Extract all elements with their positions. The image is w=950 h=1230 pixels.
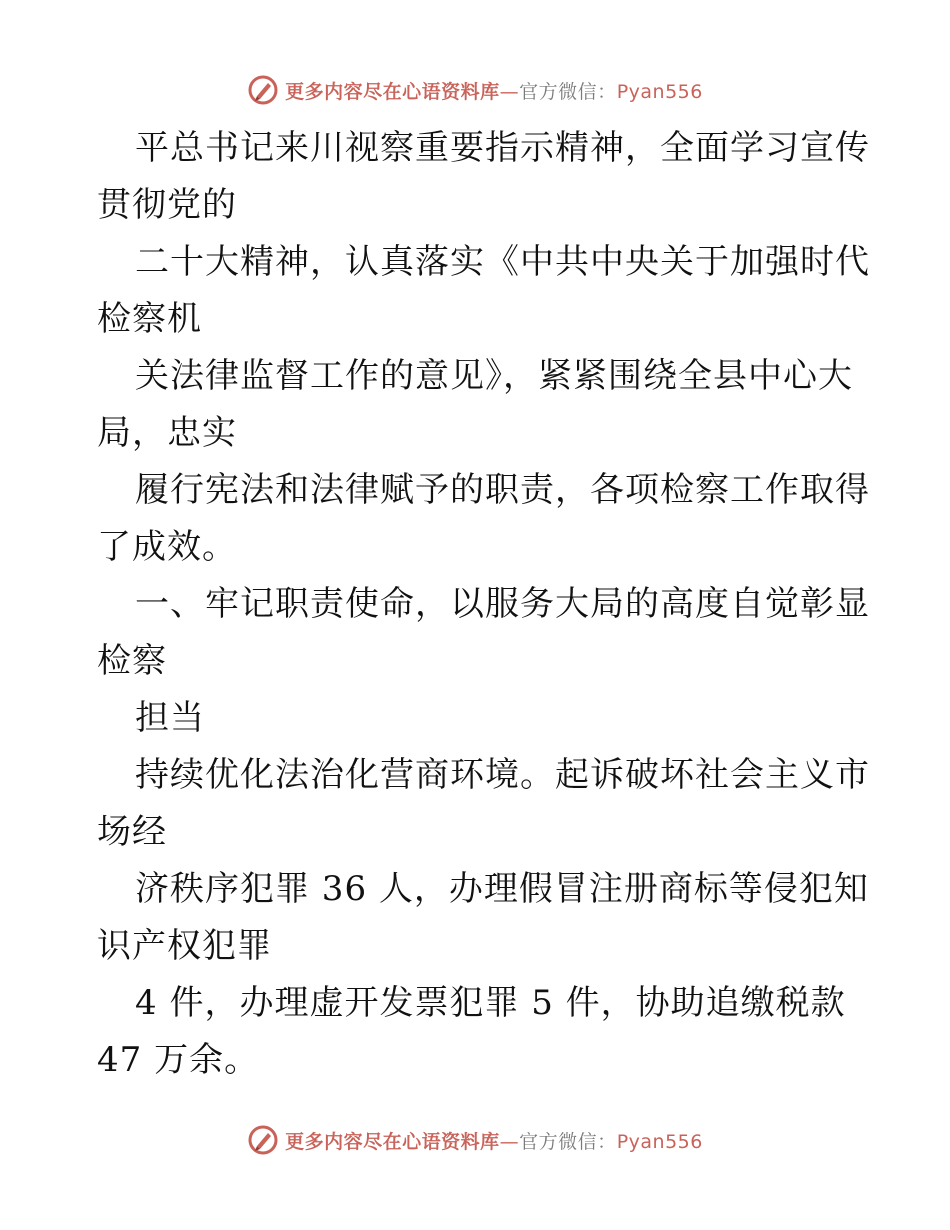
text-line: 局，忠实 [97, 413, 237, 453]
text-line: 持续优化法治化营商环境。起诉破坏社会主义市 [135, 755, 870, 795]
banner-dash: — [499, 80, 520, 103]
text-line: 场经 [97, 812, 167, 852]
document-body [97, 120, 870, 1089]
pen-nib-logo-icon [247, 74, 279, 106]
text-line: 检察机 [97, 299, 202, 339]
text-line: 履行宪法和法律赋予的职责，各项检察工作取得 [135, 470, 870, 510]
text-line: 了成效。 [97, 527, 237, 567]
banner-official-label: 官方微信： [519, 80, 617, 103]
section-heading-line: 一、牢记职责使命，以服务大局的高度自觉彰显 [135, 584, 870, 624]
text-line: 平总书记来川视察重要指示精神，全面学习宣传 [135, 128, 870, 168]
text-line: 贯彻党的 [97, 185, 237, 225]
text-line: 济秩序犯罪 36 人，办理假冒注册商标等侵犯知 [135, 869, 869, 909]
banner-brand: 更多内容尽在心语资料库 [285, 1130, 500, 1153]
banner-wechat-id: Pyan556 [616, 1130, 703, 1153]
header-banner [0, 70, 950, 110]
banner-brand: 更多内容尽在心语资料库 [285, 80, 500, 103]
pen-nib-logo-icon [247, 1124, 279, 1156]
banner-wechat-id: Pyan556 [616, 80, 703, 103]
footer-banner [0, 1120, 950, 1160]
text-line: 识产权犯罪 [97, 926, 272, 966]
banner-dash: — [499, 1130, 520, 1153]
banner-official-label: 官方微信： [519, 1130, 617, 1153]
text-line: 关法律监督工作的意见》，紧紧围绕全县中心大 [135, 356, 853, 396]
section-heading-line: 担当 [135, 698, 205, 738]
section-heading-line: 检察 [97, 641, 167, 681]
text-line: 4 件，办理虚开发票犯罪 5 件，协助追缴税款 [135, 983, 846, 1023]
text-line: 二十大精神，认真落实《中共中央关于加强时代 [135, 242, 870, 282]
text-line: 47 万余。 [97, 1040, 260, 1080]
